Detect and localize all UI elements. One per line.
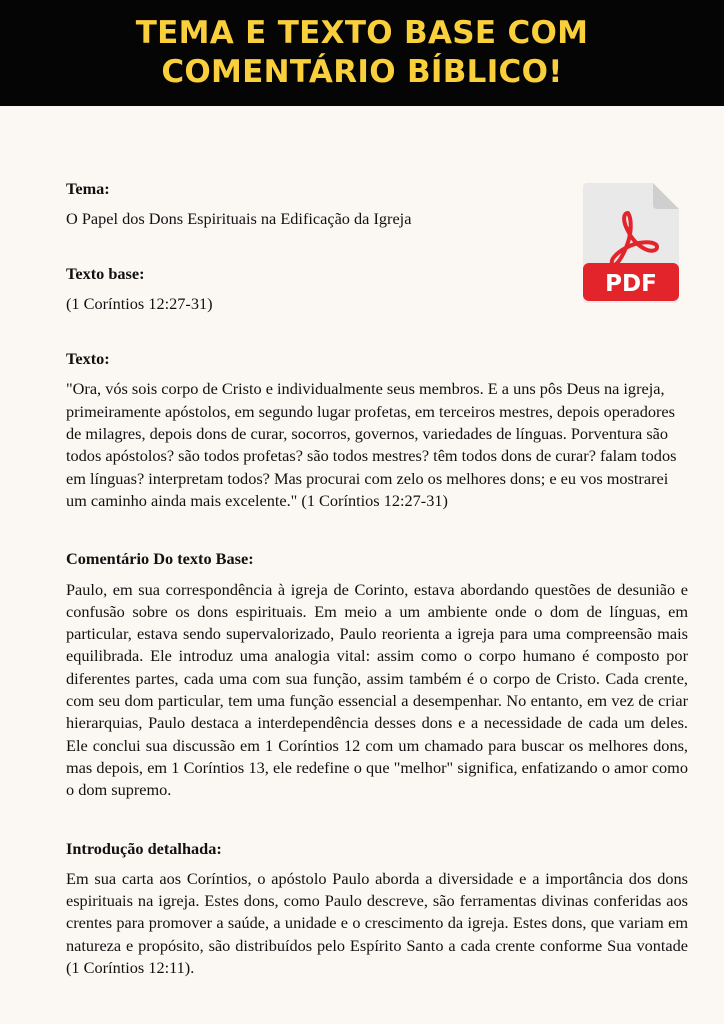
banner-title-line-2: COMENTÁRIO BÍBLICO! bbox=[161, 54, 563, 90]
header-banner bbox=[0, 0, 724, 106]
introducao-heading: Introdução detalhada: bbox=[66, 838, 222, 858]
introducao-text: Em sua carta aos Coríntios, o apóstolo Paulo aborda a diversidade e a importância dos dons espirituais na igreja. Estes dons, como Paulo descreve, são ferramentas divinas conferidas aos crentes para promover a saúde, a unidade e o crescimento da igreja. Estes dons, que variam em natureza e propósito, são distribuídos pelo Espírito Santo a cada crente conforme Sua vontade (1 Coríntios 12:11). bbox=[66, 868, 688, 978]
texto-quote: "Ora, vós sois corpo de Cristo e individualmente seus membros. E a uns pôs Deus na igreja, primeiramente apóstolos, em segundo lugar profetas, em terceiros mestres, depois operadores de milagres, depois dons de curar, socorros, governos, variedades de línguas. Porventura são todos apóstolos? são todos profetas? são todos mestres? têm todos dons de curar? falam todos em línguas? interpretam todos? Mas procurai com zelo os melhores dons; e eu vos mostrarei um caminho ainda mais excelente." (1 Coríntios 12:27-31) bbox=[66, 379, 677, 510]
pdf-label: PDF bbox=[605, 271, 657, 297]
texto-base-heading: Texto base: bbox=[66, 263, 145, 283]
texto-base-text: (1 Coríntios 12:27-31) bbox=[66, 293, 213, 313]
tema-heading: Tema: bbox=[66, 179, 110, 198]
comentario-heading: Comentário Do texto Base: bbox=[66, 549, 254, 569]
banner-title-line-1: TEMA E TEXTO BASE COM bbox=[135, 15, 589, 51]
comentario-text: Paulo, em sua correspondência à igreja de Corinto, estava abordando questões de desunião e confusão sobre os dons espirituais. Em meio a um ambiente onde o dom de línguas, em particular, estava sendo supervalorizado, Paulo reorienta a igreja para uma compreensão mais equilibrada. Ele introduz uma analogia vital: assim como o corpo humano é composto por diferentes partes, cada uma com sua função, assim também é o corpo de Cristo. Cada crente, com seu dom particular, tem uma função essencial a desempenhar. No entanto, em vez de criar hierarquias, Paulo destaca a interdependência desses dons e a necessidade de cada um deles. Ele conclui sua discussão em 1 Coríntios 12 com um chamado para buscar os melhores dons, mas depois, em 1 Coríntios 13, ele redefine o que "melhor" significa, enfatizando o amor como o dom supremo. bbox=[66, 579, 688, 800]
texto-heading: Texto: bbox=[66, 349, 110, 369]
document-body bbox=[66, 178, 688, 979]
tema-text: O Papel dos Dons Espirituais na Edificação da Igreja bbox=[66, 209, 412, 229]
